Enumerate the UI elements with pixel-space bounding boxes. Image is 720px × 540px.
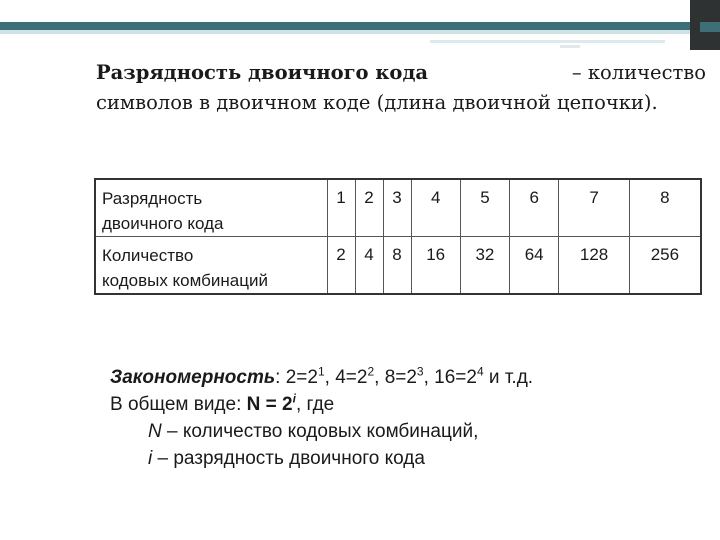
definition-n (110, 418, 710, 445)
table-cell: 256 (629, 237, 701, 295)
pattern-line (110, 364, 710, 391)
header-strip-light (0, 30, 690, 34)
row-label-line: Разрядность (102, 189, 203, 208)
table-cell: 3 (383, 179, 411, 237)
formula (246, 391, 296, 415)
example-base: 8=2 (384, 367, 417, 388)
general-suffix: , где (295, 394, 335, 415)
var-i: i (148, 448, 153, 469)
general-formula-line (110, 391, 710, 418)
table-cell: 16 (411, 237, 460, 295)
table-cell: 6 (510, 179, 559, 237)
example-separator: , (423, 367, 435, 388)
example-base: 2=2 (285, 367, 318, 388)
table-cell: 32 (460, 237, 509, 295)
example-separator: и т.д. (483, 367, 534, 388)
row-label-line: кодовых комбинаций (102, 271, 268, 290)
pattern-label: Закономерность (110, 367, 276, 388)
example-exponent: 3 (416, 364, 424, 379)
def-n-text: – количество кодовых комбинаций, (161, 421, 479, 442)
example-exponent: 1 (317, 364, 325, 379)
example-separator: , (324, 367, 336, 388)
header-accent-small (560, 45, 580, 48)
table-cell: 4 (355, 237, 383, 295)
definition-line-1 (96, 58, 706, 88)
corner-decoration-inner (700, 22, 720, 32)
header-band (0, 0, 720, 22)
table-cell: 1 (327, 179, 355, 237)
table-cell: 2 (327, 237, 355, 295)
formula-exponent: i (292, 391, 296, 406)
example-base: 16=2 (434, 367, 477, 388)
def-i-text: – разрядность двоичного кода (152, 448, 425, 469)
definition-text (96, 58, 706, 118)
table-cell: 64 (510, 237, 559, 295)
bit-depth-table (94, 178, 702, 295)
row-label-line: Количество (102, 246, 194, 265)
header-accent (430, 40, 665, 43)
definition-term: Разрядность двоичного кода (96, 61, 429, 84)
pattern-examples (285, 364, 534, 388)
table-cell: 8 (383, 237, 411, 295)
table-cell: 128 (559, 237, 630, 295)
definition-rest: – количество (571, 61, 706, 84)
example-base: 4=2 (335, 367, 368, 388)
pattern-block (110, 364, 710, 472)
definition-line-2: символов в двоичном коде (длина двоичной цепочки). (96, 91, 658, 114)
row-label-line: двоичного кода (102, 214, 224, 233)
pattern-colon: : (275, 367, 286, 388)
example-separator: , (374, 367, 385, 388)
definition-i (110, 445, 710, 472)
example-exponent: 4 (476, 364, 484, 379)
table-cell: 7 (559, 179, 630, 237)
table-cell: 8 (629, 179, 701, 237)
row-label (95, 237, 327, 295)
table-row (95, 179, 701, 237)
general-prefix: В общем виде: (110, 394, 247, 415)
table-row (95, 237, 701, 295)
example-exponent: 2 (367, 364, 375, 379)
formula-main: N = 2 (246, 394, 293, 415)
var-n: N (148, 421, 162, 442)
table-cell: 5 (460, 179, 509, 237)
table-cell: 2 (355, 179, 383, 237)
header-strip (0, 22, 690, 30)
table-cell: 4 (411, 179, 460, 237)
row-label (95, 179, 327, 237)
